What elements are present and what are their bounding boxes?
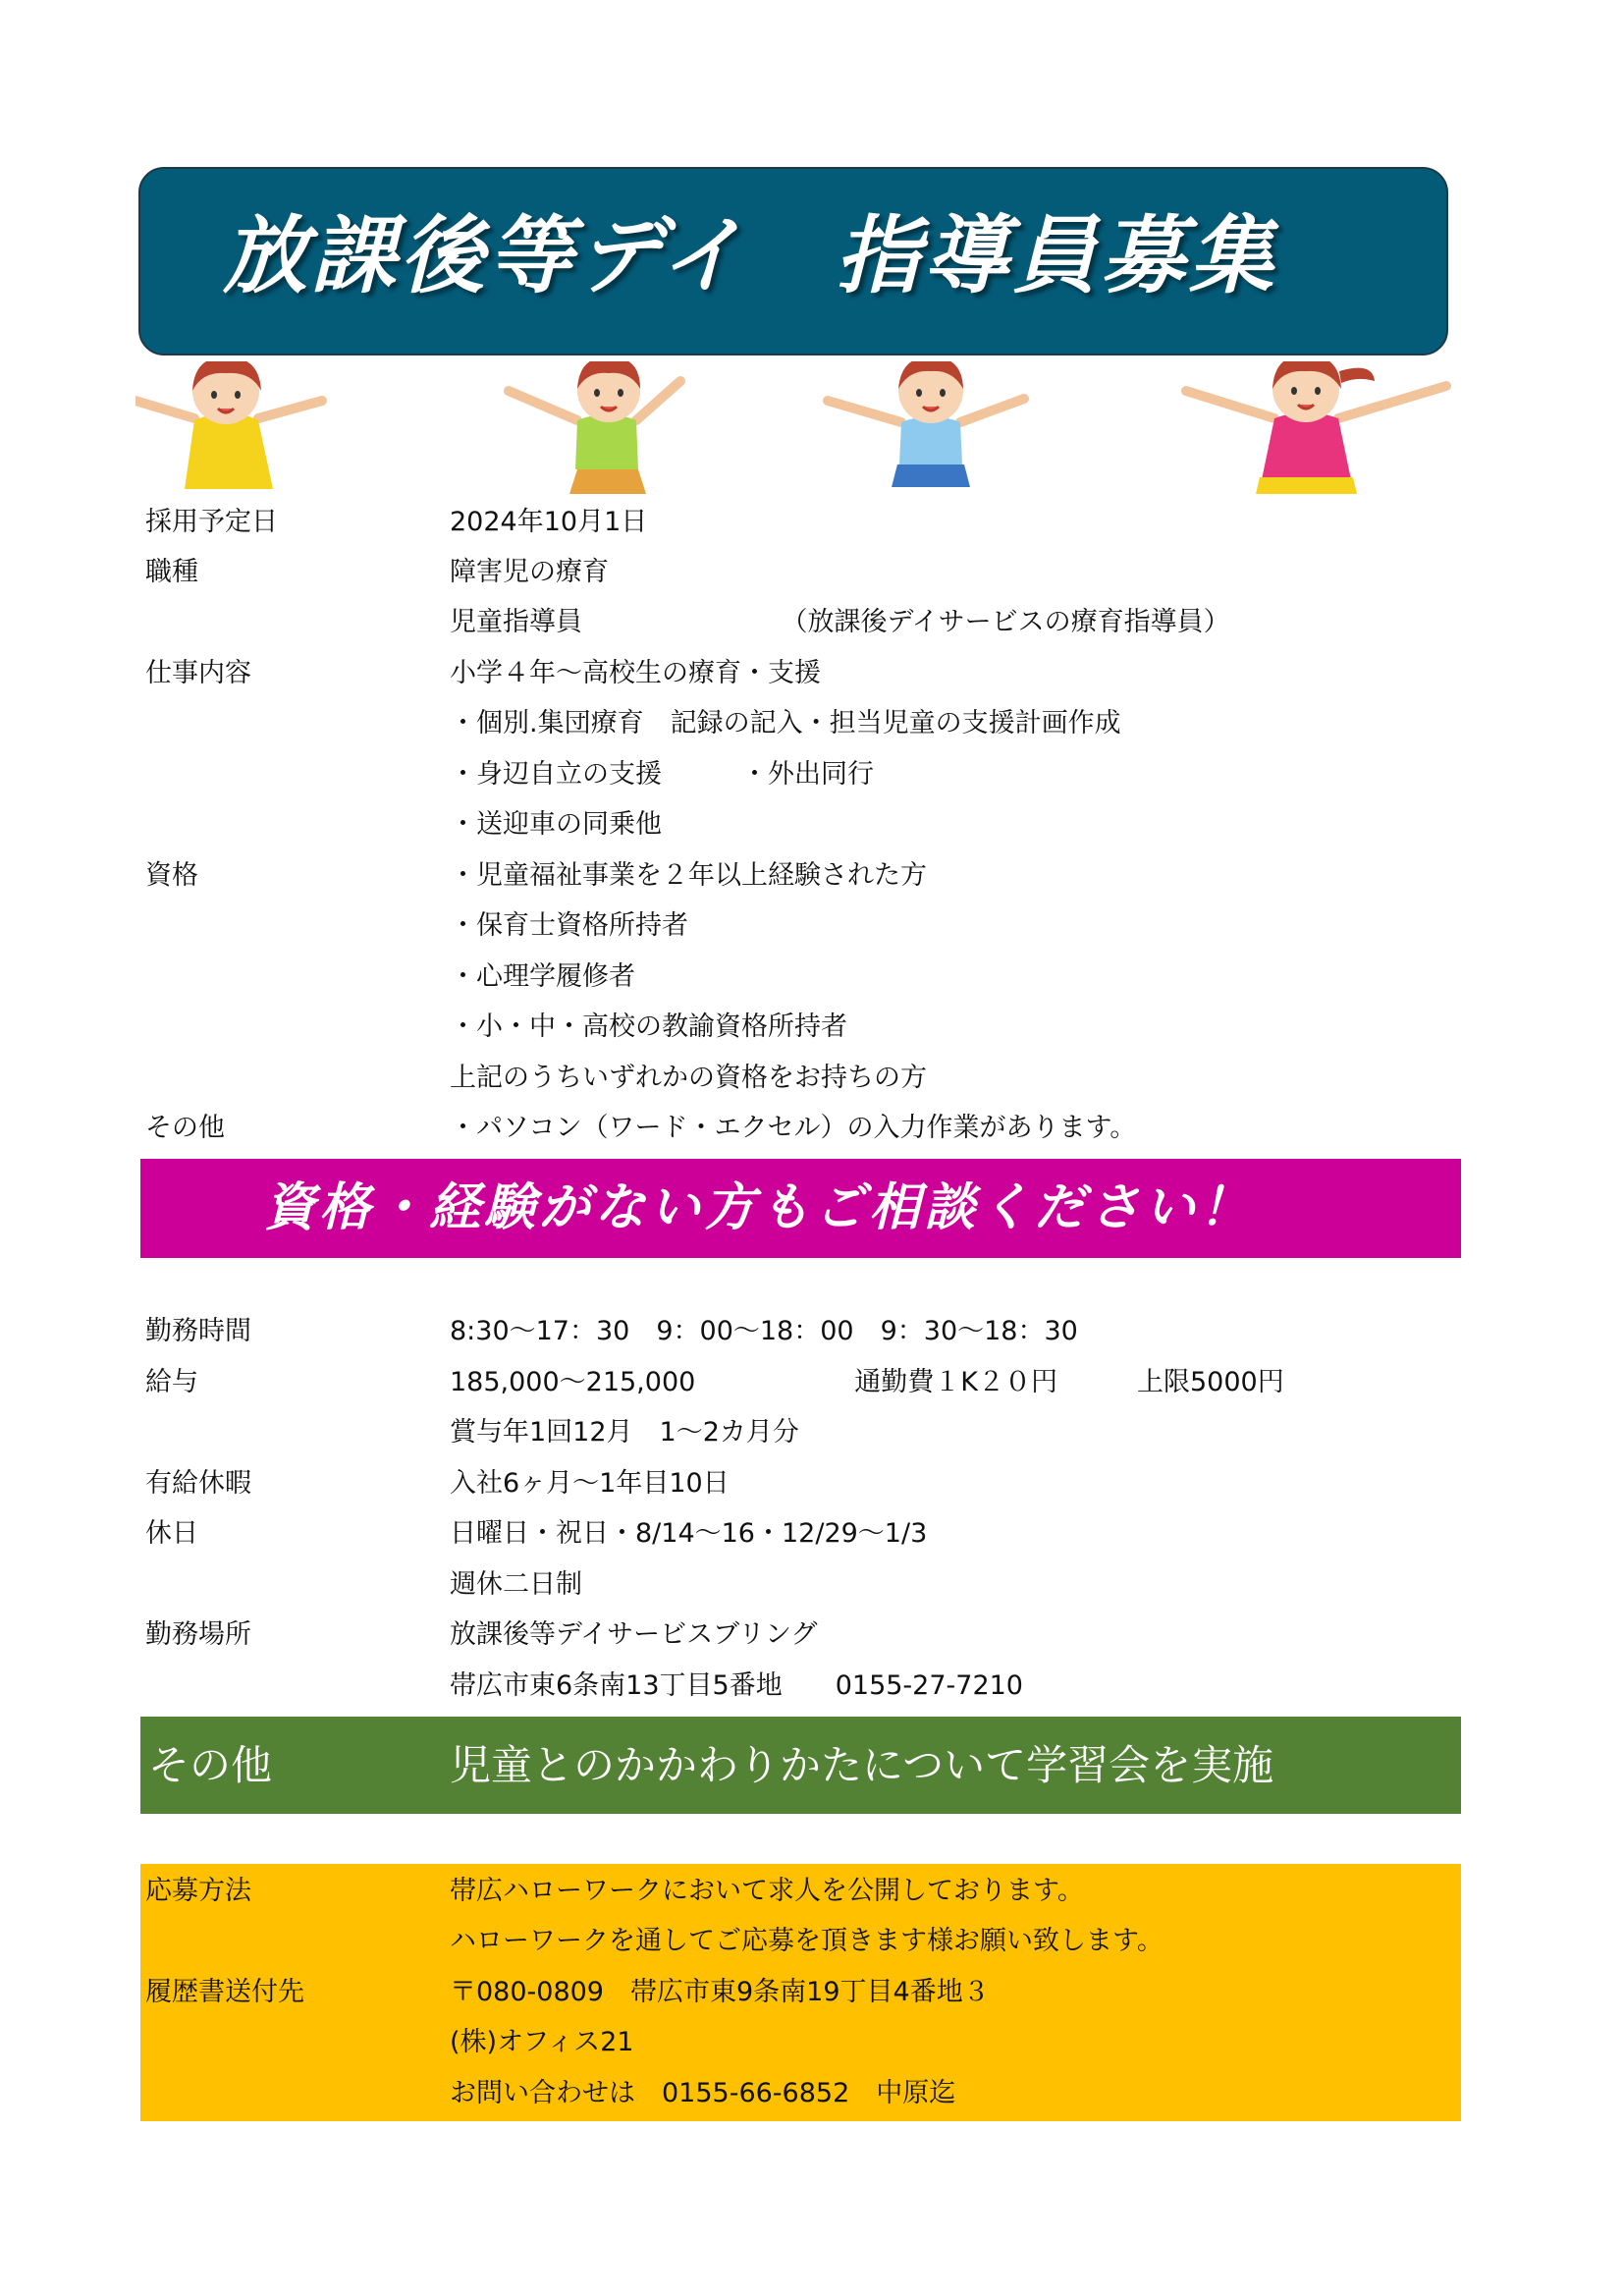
value-paid-leave: 入社6ヶ月～1年目10日 — [450, 1468, 730, 1499]
value-work-hours: 8:30～17：30 9：00～18：00 9：30～18：30 — [450, 1316, 1078, 1346]
value-contact: お問い合わせは 0155-66-6852 中原迄 — [450, 2078, 956, 2108]
label-resume-address: 履歴書送付先 — [145, 1977, 304, 2007]
value-other: ・パソコン（ワード・エクセル）の入力作業があります。 — [450, 1113, 1137, 1143]
consult-banner-text: 資格・経験がない方もご相談ください！ — [264, 1178, 1255, 1237]
label-job-content: 仕事内容 — [145, 658, 251, 688]
value-apply-method-2: ハローワークを通してご応募を頂きます様お願い致します。 — [450, 1926, 1164, 1956]
value-resume-address: 〒080-0809 帯広市東9条南19丁目4番地３ — [450, 1977, 990, 2007]
value-qualification-3: ・心理学履修者 — [450, 961, 635, 992]
value-job-content-4: ・送迎車の同乗他 — [450, 809, 662, 840]
value-qualification-5: 上記のうちいずれかの資格をお持ちの方 — [450, 1063, 927, 1093]
value-holidays: 日曜日・祝日・8/14～16・12/29～1/3 — [450, 1518, 928, 1549]
training-banner-text: 児童とのかかわりかたについて学習会を実施 — [450, 1741, 1274, 1789]
label-qualification: 資格 — [145, 860, 198, 891]
value-apply-method: 帯広ハローワークにおいて求人を公開しております。 — [450, 1876, 1084, 1906]
value-salary: 185,000～215,000 通勤費１K２０円 上限5000円 — [450, 1367, 1284, 1397]
label-job-type: 職種 — [145, 557, 198, 587]
value-qualification-2: ・保育士資格所持者 — [450, 910, 688, 941]
label-paid-leave: 有給休暇 — [145, 1468, 251, 1499]
value-job-type: 障害児の療育 — [450, 557, 609, 587]
children-illustration — [135, 361, 1451, 499]
value-bonus: 賞与年1回12月 1～2カ月分 — [450, 1417, 799, 1448]
child-figure-4 — [1186, 361, 1446, 494]
value-holidays-2: 週休二日制 — [450, 1569, 582, 1600]
consult-banner — [140, 1159, 1461, 1258]
value-job-content-2: ・個別.集団療育 記録の記入・担当児童の支援計画作成 — [450, 708, 1121, 738]
value-qualification-4: ・小・中・高校の教諭資格所持者 — [450, 1011, 847, 1042]
label-holidays: 休日 — [145, 1518, 198, 1549]
value-job-content: 小学４年～高校生の療育・支援 — [450, 658, 821, 688]
value-company-name: (株)オフィス21 — [450, 2027, 634, 2057]
child-figure-1 — [135, 361, 322, 489]
child-figure-3 — [828, 361, 1024, 487]
value-workplace-address: 帯広市東6条南13丁目5番地 0155-27-7210 — [450, 1670, 1023, 1701]
title-banner — [138, 167, 1448, 355]
value-job-content-3: ・身辺自立の支援 ・外出同行 — [450, 759, 874, 790]
label-work-hours: 勤務時間 — [145, 1316, 251, 1346]
label-start-date: 採用予定日 — [145, 507, 278, 537]
value-start-date: 2024年10月1日 — [450, 507, 648, 537]
value-job-type-2: 児童指導員 （放課後デイサービスの療育指導員） — [450, 607, 1230, 637]
page-title: 放課後等デイ 指導員募集 — [223, 207, 1277, 305]
label-other: その他 — [145, 1113, 225, 1143]
training-banner-label: その他 — [148, 1741, 273, 1789]
value-qualification: ・児童福祉事業を２年以上経験された方 — [450, 860, 927, 891]
child-figure-2 — [509, 361, 680, 494]
label-workplace: 勤務場所 — [145, 1619, 251, 1650]
label-salary: 給与 — [145, 1367, 198, 1397]
value-workplace: 放課後等デイサービスブリング — [450, 1619, 818, 1650]
training-banner — [140, 1717, 1461, 1814]
label-apply-method: 応募方法 — [145, 1876, 251, 1906]
